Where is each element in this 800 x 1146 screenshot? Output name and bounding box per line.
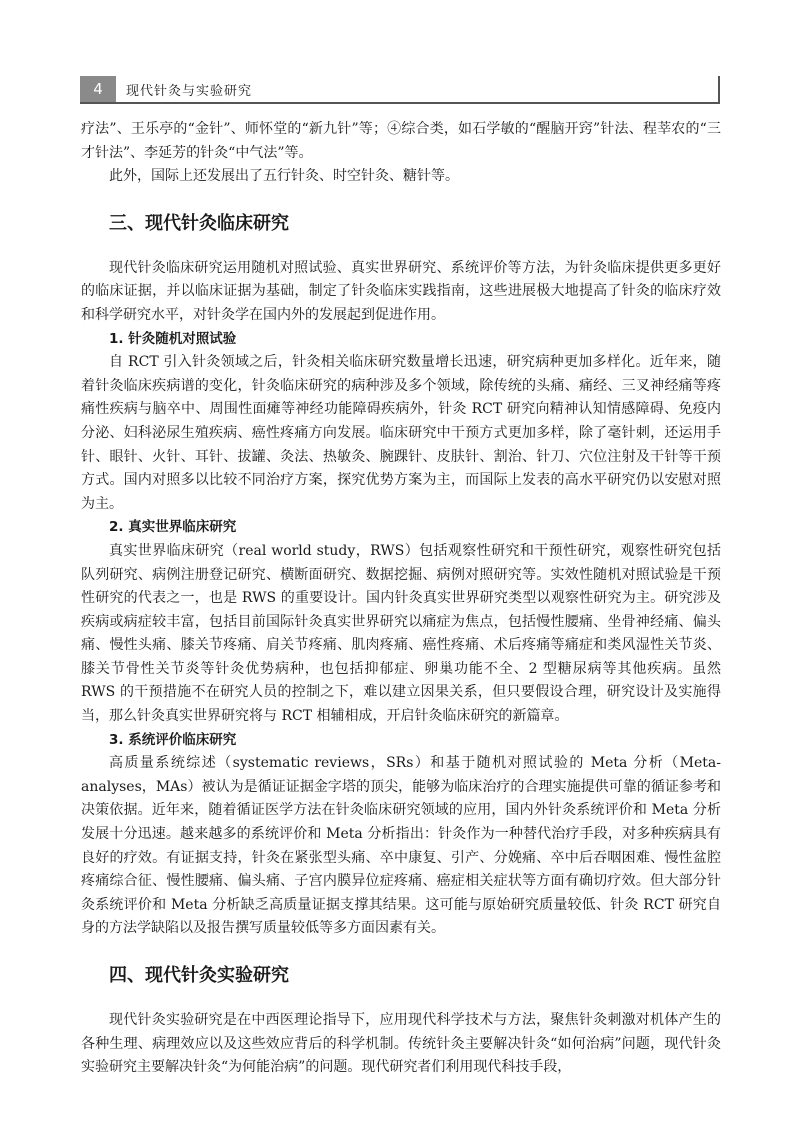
subsection-heading-sr: 3. 系统评价临床研究 — [109, 731, 237, 748]
subsection-sr-text: 高质量系统综述（systematic reviews，SRs）和基于随机对照试验的 Meta 分析（Meta-analyses，MAs）被认为是循证证据金字塔的顶尖，能够为临床治疗的合理实施提供可靠的循证参考和决策依据。近年来，随着循证医学方法在针灸临床研究领域的应用，国内外针灸系统评价和 Meta 分析发展十分迅速。越来越多的系统评价和 Meta 分析指出：针灸作为一种替代治疗手段，对多种疾病具有良好的疗效。有证据支持，针灸在紧张型头痛、卒中康复、引产、分娩痛、卒中后吞咽困难、慢性盆腔疼痛综合征、慢性腰痛、偏头痛、子宫内膜异位症疼痛、癌症相关症状等方面有确切疗效。但大部分针灸系统评价和 Meta 分析缺乏高质量证据支撑其结果。这可能与原始研究质量较低、针灸 RCT 研究自身的方法学缺陷以及报告撰写质量较低等多方面因素有关。 — [81, 755, 721, 937]
page-body — [81, 118, 721, 1080]
running-title: 现代针灸与实验研究 — [126, 84, 253, 99]
subsection-rws-text: 真实世界临床研究（real world study，RWS）包括观察性研究和干预性研究，观察性研究包括队列研究、病例注册登记研究、横断面研究、数据挖掘、病例对照研究等。实效性随机对照试验是干预性研究的代表之一，也是 RWS 的重要设计。国内针灸真实世界研究类型以观察性研究为主。研究涉及疾病或病症较丰富，包括目前国际针灸真实世界研究以痛症为焦点，包括慢性腰痛、坐骨神经痛、偏头痛、慢性头痛、膝关节疼痛、肩关节疼痛、肌肉疼痛、癌性疼痛、术后疼痛等痛症和类风湿性关节炎、膝关节骨性关节炎等针灸优势病种，也包括抑郁症、卵巢功能不全、2 型糖尿病等其他疾病。虽然 RWS 的干预措施不在研究人员的控制之下，难以建立因果关系，但只要假设合理，研究设计及实施得当，那么针灸真实世界研究将与 RCT 相辅相成，开启针灸临床研究的新篇章。 — [81, 542, 721, 725]
page-header — [80, 76, 720, 102]
section-3-intro: 现代针灸临床研究运用随机对照试验、真实世界研究、系统评价等方法，为针灸临床提供更多更好的临床证据，并以临床证据为基础，制定了针灸临床实践指南，这些进展极大地提高了针灸的临床疗效和科学研究水平，对针灸学在国内外的发展起到促进作用。 — [81, 259, 721, 323]
section-heading-4: 四、现代针灸实验研究 — [109, 965, 289, 986]
paragraph: 此外，国际上还发展出了五行针灸、时空针灸、糖针等。 — [109, 168, 459, 185]
subsection-rct-text: 自 RCT 引入针灸领域之后，针灸相关临床研究数量增长迅速，研究病种更加多样化。近年来，随着针灸临床疾病谱的变化，针灸临床研究的病种涉及多个领域，除传统的头痛、痛经、三叉神经痛等疼痛性疾病与脑卒中、周围性面瘫等神经功能障碍疾病外，针灸 RCT 研究向精神认知情感障碍、免疫内分泌、妇科泌尿生殖疾病、癌性疼痛方向发展。临床研究中干预方式更加多样，除了毫针刺，还运用手针、眼针、火针、耳针、拔罐、灸法、热敏灸、腕踝针、皮肤针、割治、针刀、穴位注射及干针等干预方式。国内对照多以比较不同治疗方案，探究优势方案为主，而国际上发表的高水平研究仍以安慰对照为主。 — [81, 354, 721, 512]
page-number: 4 — [80, 76, 116, 102]
subsection-heading-rct: 1. 针灸随机对照试验 — [109, 330, 237, 347]
subsection-heading-rws: 2. 真实世界临床研究 — [109, 519, 237, 536]
header-rule-end — [718, 76, 720, 104]
header-rule — [80, 102, 720, 104]
section-heading-3: 三、现代针灸临床研究 — [109, 212, 289, 234]
paragraph-continued: 疗法”、王乐亭的“金针”、师怀堂的“新九针”等；④综合类，如石学敏的“醒脑开窍”针法、程莘农的“三才针法”、李延芳的针灸“中气法”等。 — [81, 121, 721, 161]
section-4-intro: 现代针灸实验研究是在中西医理论指导下，应用现代科学技术与方法，聚焦针灸刺激对机体产生的各种生理、病理效应以及这些效应背后的科学机制。传统针灸主要解决针灸“如何治病”问题，现代针灸实验研究主要解决针灸“为何能治病”的问题。现代研究者们利用现代科技手段， — [81, 1012, 721, 1076]
